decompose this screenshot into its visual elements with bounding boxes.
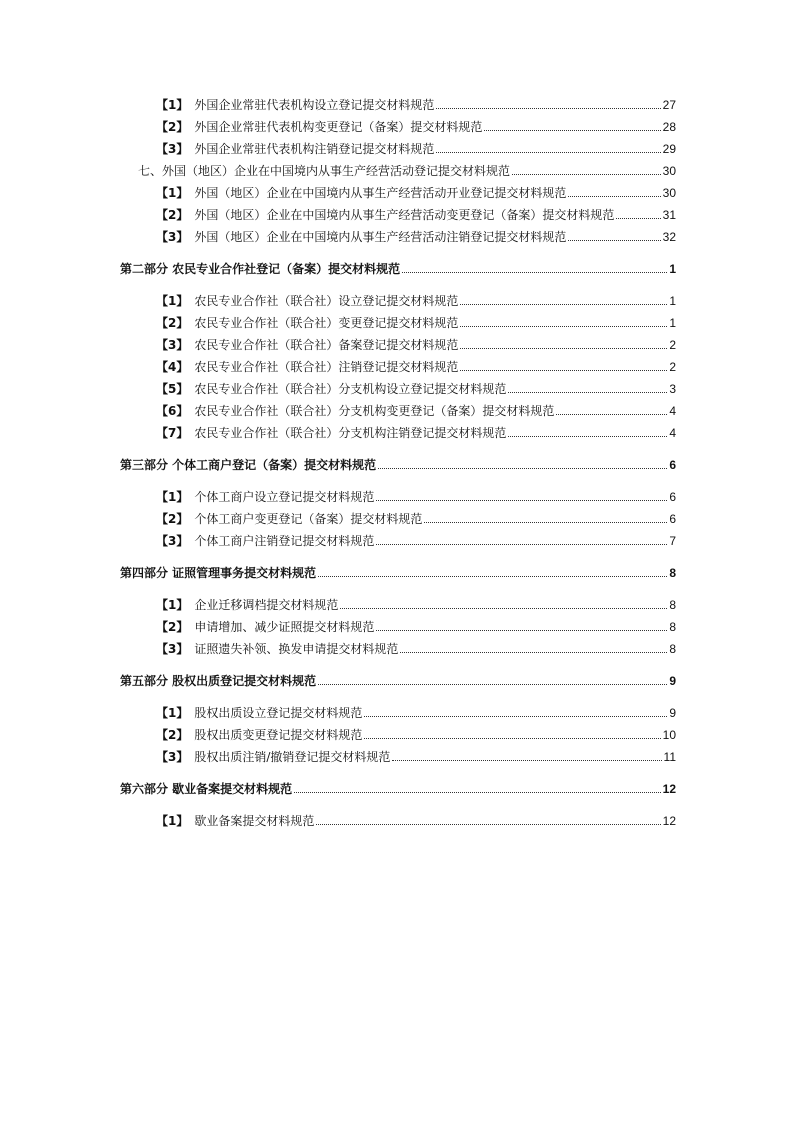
toc-entry-number: 【3】 bbox=[156, 230, 189, 244]
toc-entry[interactable] bbox=[120, 616, 676, 638]
toc-entry-number: 【2】 bbox=[156, 120, 189, 134]
table-of-contents bbox=[120, 94, 676, 832]
toc-entry-title: 外国（地区）企业在中国境内从事生产经营活动开业登记提交材料规范 bbox=[194, 186, 567, 200]
toc-part-entry[interactable] bbox=[120, 258, 676, 280]
toc-part-title: 第六部分 歇业备案提交材料规范 bbox=[120, 782, 293, 796]
toc-entry-number: 【4】 bbox=[156, 360, 189, 374]
toc-entry-page: 28 bbox=[662, 120, 676, 134]
toc-entry[interactable] bbox=[120, 334, 676, 356]
toc-part-page: 6 bbox=[669, 458, 676, 472]
toc-leader-dots bbox=[316, 815, 660, 825]
toc-part-page: 9 bbox=[669, 674, 676, 688]
toc-entry-title: 个体工商户变更登记（备案）提交材料规范 bbox=[194, 512, 423, 526]
toc-leader-dots bbox=[568, 187, 660, 197]
toc-entry-number: 【5】 bbox=[156, 382, 189, 396]
toc-leader-dots bbox=[508, 427, 667, 437]
toc-entry[interactable] bbox=[120, 594, 676, 616]
toc-part-entry[interactable] bbox=[120, 562, 676, 584]
toc-section-page: 30 bbox=[662, 164, 676, 178]
toc-entry[interactable] bbox=[120, 810, 676, 832]
toc-entry-number: 【2】 bbox=[156, 208, 189, 222]
toc-entry-page: 27 bbox=[662, 98, 676, 112]
toc-entry-number: 【7】 bbox=[156, 426, 189, 440]
toc-entry[interactable] bbox=[120, 486, 676, 508]
toc-entry-page: 2 bbox=[669, 338, 676, 352]
toc-entry-page: 2 bbox=[669, 360, 676, 374]
toc-entry-title: 股权出质设立登记提交材料规范 bbox=[194, 706, 363, 720]
toc-entry-number: 【1】 bbox=[156, 706, 189, 720]
toc-leader-dots bbox=[318, 675, 667, 685]
toc-entry-number: 【3】 bbox=[156, 750, 189, 764]
toc-entry-title: 个体工商户设立登记提交材料规范 bbox=[194, 490, 375, 504]
toc-entry[interactable] bbox=[120, 182, 676, 204]
toc-entry[interactable] bbox=[120, 724, 676, 746]
toc-entry-title: 外国（地区）企业在中国境内从事生产经营活动变更登记（备案）提交材料规范 bbox=[194, 208, 615, 222]
toc-entry-title: 企业迁移调档提交材料规范 bbox=[194, 598, 339, 612]
toc-entry-title: 农民专业合作社（联合社）分支机构变更登记（备案）提交材料规范 bbox=[194, 404, 555, 418]
toc-leader-dots bbox=[616, 209, 660, 219]
toc-entry-page: 8 bbox=[669, 620, 676, 634]
toc-entry-title: 农民专业合作社（联合社）分支机构注销登记提交材料规范 bbox=[194, 426, 507, 440]
toc-entry-page: 31 bbox=[662, 208, 676, 222]
toc-leader-dots bbox=[364, 729, 660, 739]
toc-entry-number: 【3】 bbox=[156, 142, 189, 156]
toc-leader-dots bbox=[556, 405, 667, 415]
toc-part-title: 第三部分 个体工商户登记（备案）提交材料规范 bbox=[120, 458, 377, 472]
toc-entry-number: 【1】 bbox=[156, 186, 189, 200]
toc-entry-page: 6 bbox=[669, 512, 676, 526]
toc-entry-page: 3 bbox=[669, 382, 676, 396]
toc-leader-dots bbox=[512, 165, 661, 175]
toc-part-title: 第五部分 股权出质登记提交材料规范 bbox=[120, 674, 317, 688]
toc-entry[interactable] bbox=[120, 400, 676, 422]
toc-entry[interactable] bbox=[120, 356, 676, 378]
toc-entry-page: 29 bbox=[662, 142, 676, 156]
toc-entry[interactable] bbox=[120, 94, 676, 116]
toc-entry-page: 9 bbox=[669, 706, 676, 720]
toc-entry-page: 8 bbox=[669, 642, 676, 656]
toc-entry[interactable] bbox=[120, 422, 676, 444]
toc-entry-number: 【1】 bbox=[156, 294, 189, 308]
toc-part-page: 1 bbox=[669, 262, 676, 276]
toc-leader-dots bbox=[460, 361, 667, 371]
toc-leader-dots bbox=[436, 143, 660, 153]
toc-entry-number: 【1】 bbox=[156, 814, 189, 828]
toc-entry-page: 12 bbox=[662, 814, 676, 828]
toc-leader-dots bbox=[460, 339, 667, 349]
toc-entry-title: 个体工商户注销登记提交材料规范 bbox=[194, 534, 375, 548]
toc-leader-dots bbox=[376, 535, 667, 545]
toc-entry-page: 7 bbox=[669, 534, 676, 548]
toc-entry-page: 11 bbox=[663, 750, 676, 764]
toc-leader-dots bbox=[318, 567, 667, 577]
toc-entry[interactable] bbox=[120, 530, 676, 552]
toc-entry-page: 4 bbox=[669, 426, 676, 440]
toc-entry[interactable] bbox=[120, 508, 676, 530]
toc-entry-page: 32 bbox=[662, 230, 676, 244]
toc-entry-title: 申请增加、减少证照提交材料规范 bbox=[194, 620, 375, 634]
toc-entry-page: 1 bbox=[669, 316, 676, 330]
toc-entry[interactable] bbox=[120, 138, 676, 160]
toc-part-entry[interactable] bbox=[120, 778, 676, 800]
toc-part-page: 12 bbox=[662, 782, 676, 796]
toc-leader-dots bbox=[508, 383, 667, 393]
toc-leader-dots bbox=[424, 513, 667, 523]
toc-entry-title: 证照遗失补领、换发申请提交材料规范 bbox=[194, 642, 399, 656]
toc-entry-title: 外国（地区）企业在中国境内从事生产经营活动注销登记提交材料规范 bbox=[194, 230, 567, 244]
toc-leader-dots bbox=[364, 707, 667, 717]
toc-entry-number: 【3】 bbox=[156, 338, 189, 352]
toc-entry-title: 外国企业常驻代表机构注销登记提交材料规范 bbox=[194, 142, 435, 156]
toc-entry-page: 8 bbox=[669, 598, 676, 612]
toc-part-title: 第四部分 证照管理事务提交材料规范 bbox=[120, 566, 317, 580]
toc-entry-number: 【2】 bbox=[156, 620, 189, 634]
toc-entry-title: 农民专业合作社（联合社）设立登记提交材料规范 bbox=[194, 294, 459, 308]
toc-entry-number: 【2】 bbox=[156, 316, 189, 330]
toc-entry[interactable] bbox=[120, 204, 676, 226]
toc-section-entry[interactable] bbox=[120, 160, 676, 182]
toc-entry-page: 4 bbox=[669, 404, 676, 418]
toc-entry-number: 【2】 bbox=[156, 512, 189, 526]
toc-leader-dots bbox=[484, 121, 660, 131]
toc-entry-number: 【3】 bbox=[156, 642, 189, 656]
toc-leader-dots bbox=[400, 643, 667, 653]
toc-entry-title: 农民专业合作社（联合社）分支机构设立登记提交材料规范 bbox=[194, 382, 507, 396]
toc-leader-dots bbox=[294, 783, 660, 793]
toc-leader-dots bbox=[460, 317, 667, 327]
toc-leader-dots bbox=[376, 491, 667, 501]
toc-leader-dots bbox=[392, 751, 661, 761]
toc-entry-page: 10 bbox=[662, 728, 676, 742]
toc-leader-dots bbox=[460, 295, 667, 305]
toc-entry-title: 歇业备案提交材料规范 bbox=[194, 814, 315, 828]
toc-entry-number: 【1】 bbox=[156, 98, 189, 112]
toc-entry-page: 1 bbox=[669, 294, 676, 308]
toc-entry[interactable] bbox=[120, 312, 676, 334]
toc-entry-title: 外国企业常驻代表机构变更登记（备案）提交材料规范 bbox=[194, 120, 483, 134]
toc-leader-dots bbox=[402, 263, 667, 273]
toc-entry-title: 股权出质注销/撤销登记提交材料规范 bbox=[194, 750, 391, 764]
toc-entry[interactable] bbox=[120, 290, 676, 312]
toc-entry-title: 农民专业合作社（联合社）注销登记提交材料规范 bbox=[194, 360, 459, 374]
toc-entry-page: 30 bbox=[662, 186, 676, 200]
toc-leader-dots bbox=[378, 459, 667, 469]
toc-entry-number: 【2】 bbox=[156, 728, 189, 742]
toc-leader-dots bbox=[376, 621, 667, 631]
toc-part-title: 第二部分 农民专业合作社登记（备案）提交材料规范 bbox=[120, 262, 401, 276]
toc-entry-title: 农民专业合作社（联合社）变更登记提交材料规范 bbox=[194, 316, 459, 330]
toc-part-entry[interactable] bbox=[120, 670, 676, 692]
toc-entry-title: 股权出质变更登记提交材料规范 bbox=[194, 728, 363, 742]
toc-entry-title: 外国企业常驻代表机构设立登记提交材料规范 bbox=[194, 98, 435, 112]
toc-part-page: 8 bbox=[669, 566, 676, 580]
toc-leader-dots bbox=[568, 231, 660, 241]
toc-part-entry[interactable] bbox=[120, 454, 676, 476]
toc-entry[interactable] bbox=[120, 116, 676, 138]
toc-entry[interactable] bbox=[120, 378, 676, 400]
toc-entry-number: 【6】 bbox=[156, 404, 189, 418]
toc-leader-dots bbox=[436, 99, 660, 109]
toc-section-title: 七、外国（地区）企业在中国境内从事生产经营活动登记提交材料规范 bbox=[138, 164, 511, 178]
toc-entry-page: 6 bbox=[669, 490, 676, 504]
toc-entry-title: 农民专业合作社（联合社）备案登记提交材料规范 bbox=[194, 338, 459, 352]
toc-entry[interactable] bbox=[120, 702, 676, 724]
toc-entry[interactable] bbox=[120, 746, 676, 768]
toc-entry-number: 【1】 bbox=[156, 598, 189, 612]
toc-entry-number: 【3】 bbox=[156, 534, 189, 548]
toc-leader-dots bbox=[340, 599, 667, 609]
toc-entry[interactable] bbox=[120, 638, 676, 660]
toc-entry[interactable] bbox=[120, 226, 676, 248]
toc-entry-number: 【1】 bbox=[156, 490, 189, 504]
